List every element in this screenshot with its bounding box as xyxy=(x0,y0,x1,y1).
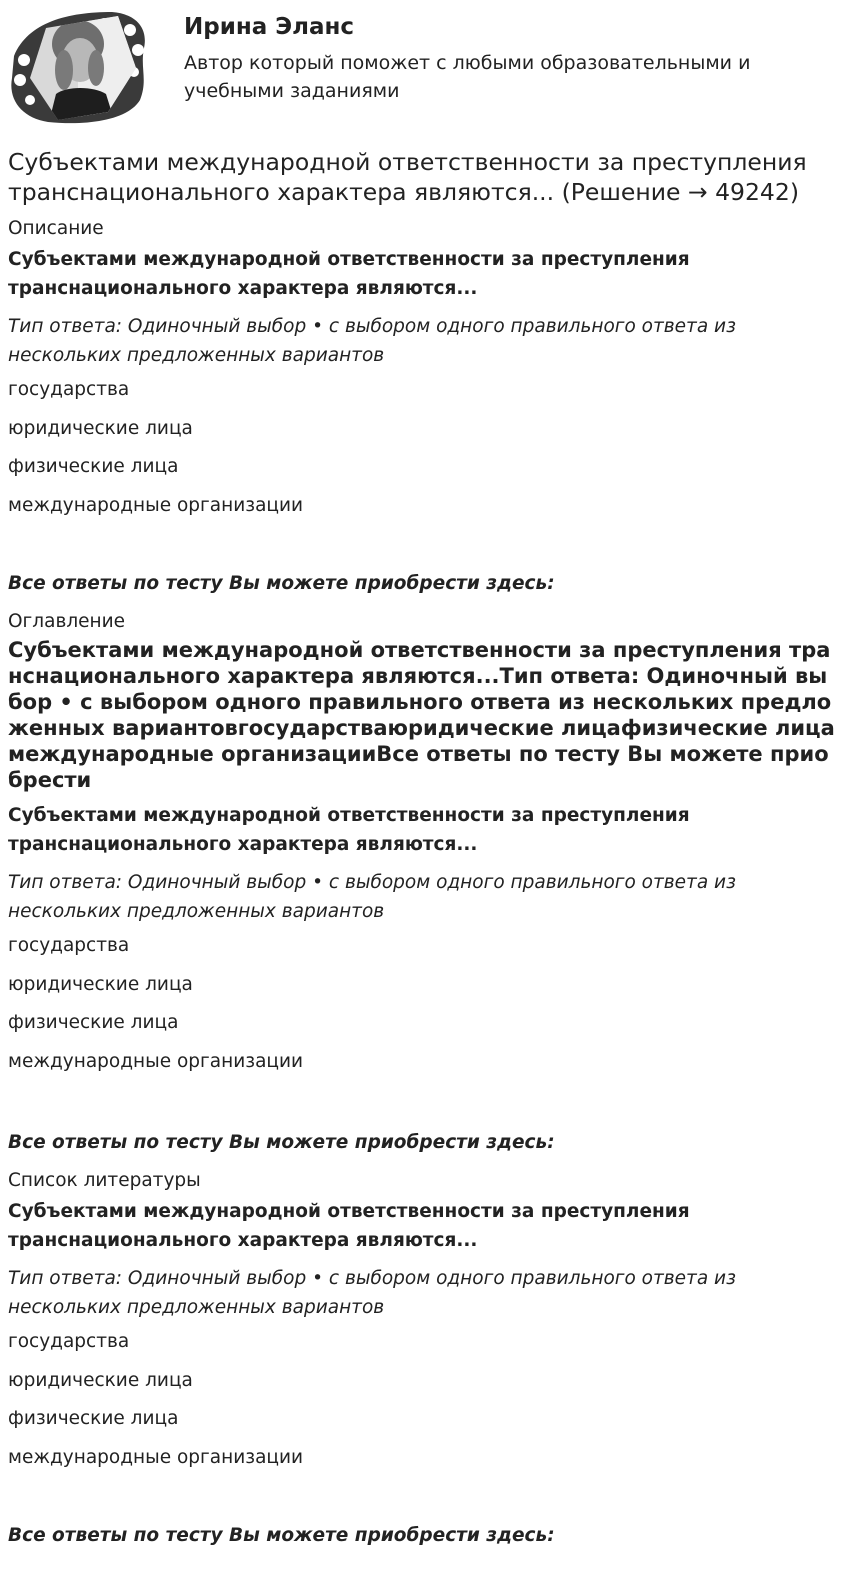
question-text: Субъектами международной ответственности за преступления транснационального характера являются... xyxy=(8,805,690,855)
literature-section xyxy=(8,1169,838,1484)
author-block xyxy=(8,8,838,128)
author-name[interactable]: Ирина Эланс xyxy=(184,14,355,40)
answer-type-text: Тип ответа: Одиночный выбор • с выбором одного правильного ответа из нескольких предложенных вариантов xyxy=(8,1268,736,1318)
page-title: Субъектами международной ответственности за преступления транснационального характера являются... (Решение → 49242) xyxy=(8,148,807,206)
answer-options-list xyxy=(8,1330,838,1470)
section-label-literature: Список литературы xyxy=(8,1170,201,1191)
answer-option: физические лица xyxy=(8,1408,179,1429)
answer-option: государства xyxy=(8,379,130,400)
author-avatar[interactable] xyxy=(8,8,150,126)
toc-section xyxy=(8,610,838,793)
answer-option: международные организации xyxy=(8,494,304,516)
section-label-description: Описание xyxy=(8,218,104,239)
answer-option: государства xyxy=(8,1331,130,1352)
answer-options-list xyxy=(8,934,838,1074)
author-description: Автор который поможет с любыми образовательными и учебными заданиями xyxy=(184,52,751,102)
answer-option: государства xyxy=(8,935,130,956)
answer-option: международные организации xyxy=(8,1050,304,1072)
answer-option: юридические лица xyxy=(8,973,193,995)
answer-option: физические лица xyxy=(8,1012,179,1033)
toc-title: Субъектами международной ответственности за преступления транснационального характера являются...Тип ответа: Одиночный выбор • с выбором одного правильного ответа из нескольких предложенных вариантовгосударстваюридические лицафизические лицамеждународные организацииВсе ответы по тесту Вы можете приобрести xyxy=(8,638,835,792)
buy-answers-text: Все ответы по тесту Вы можете приобрести здесь: xyxy=(8,1132,555,1153)
answer-type-text: Тип ответа: Одиночный выбор • с выбором одного правильного ответа из нескольких предложенных вариантов xyxy=(8,316,736,366)
answer-type-text: Тип ответа: Одиночный выбор • с выбором одного правильного ответа из нескольких предложенных вариантов xyxy=(8,872,736,922)
answer-options-list xyxy=(8,378,838,518)
answer-option: юридические лица xyxy=(8,1369,193,1391)
section-label-toc: Оглавление xyxy=(8,611,126,632)
question-text: Субъектами международной ответственности за преступления транснационального характера являются... xyxy=(8,249,690,299)
question-text: Субъектами международной ответственности за преступления транснационального характера являются... xyxy=(8,1201,690,1251)
toc-content xyxy=(8,801,838,1088)
answer-option: юридические лица xyxy=(8,417,193,439)
buy-answers-text: Все ответы по тесту Вы можете приобрести здесь: xyxy=(8,1525,555,1546)
buy-answers-text: Все ответы по тесту Вы можете приобрести здесь: xyxy=(8,573,555,594)
answer-option: международные организации xyxy=(8,1446,304,1468)
description-section xyxy=(8,217,838,532)
answer-option: физические лица xyxy=(8,456,179,477)
